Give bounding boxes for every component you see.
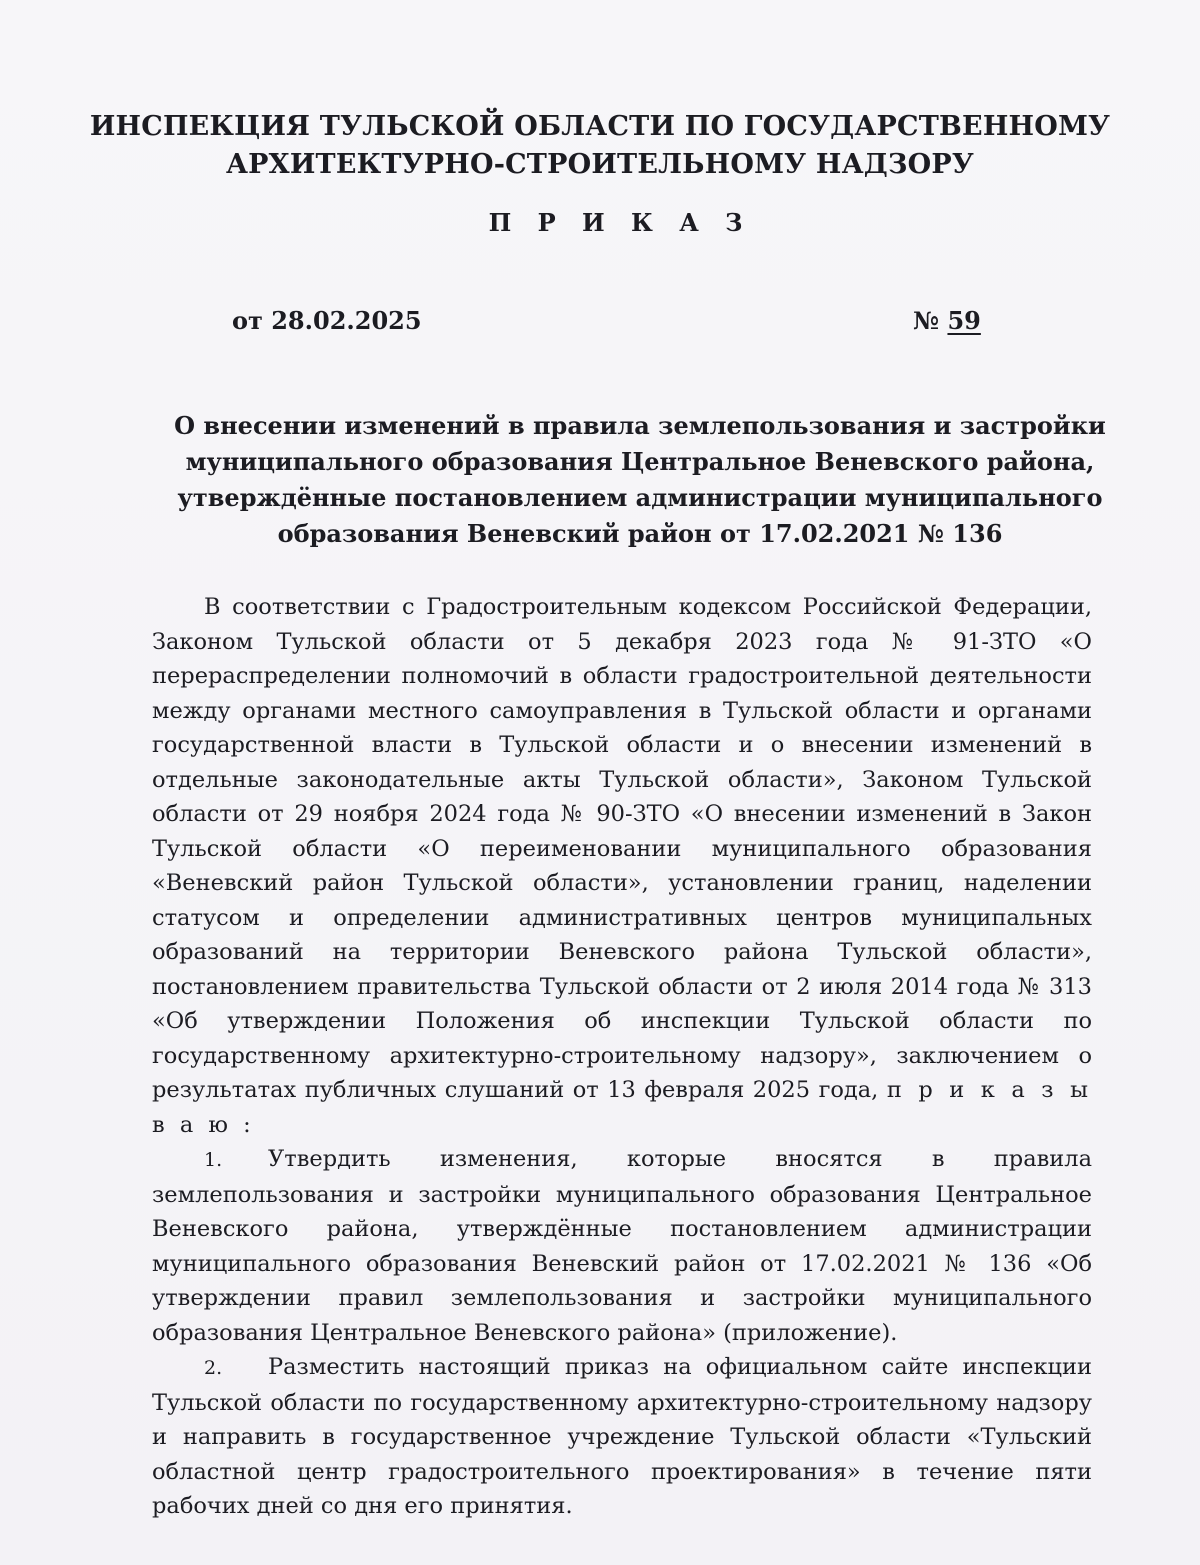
document-date: от 28.02.2025	[232, 306, 422, 335]
preamble-text: В соответствии с Градостроительным кодексом Российской Федерации, Законом Тульской области от 5 декабря 2023 года № 91-ЗТО «О перераспределении полномочий в области градостроительной деятельности между органами местного самоуправления в Тульской области и органами государственной власти в Тульской области и о внесении изменений в отдельные законодательные акты Тульской области», Законом Тульской области от 29 ноября 2024 года № 90-ЗТО «О внесении изменений в Закон Тульской области «О переименовании муниципального образования «Веневский район Тульской области», установлении границ, наделении статусом и определении административных центров муниципальных образований на территории Веневского района Тульской области», постановлением правительства Тульской области от 2 июля 2014 года № 313 «Об утверждении Положения об инспекции Тульской области по государственному архитектурно-строительному надзору», заключением о результатах публичных слушаний от 13 февраля 2025 года,	[152, 594, 1092, 1103]
organization-title-line-1: ИНСПЕКЦИЯ ТУЛЬСКОЙ ОБЛАСТИ ПО ГОСУДАРСТВЕННОМУ	[89, 111, 1111, 142]
order-item-text: Утвердить изменения, которые вносятся в правила землепользования и застройки муниципального образования Центральное Веневского района, утверждённые постановлением администрации муниципального образования Веневский район от 17.02.2021 № 136 «Об утверждении правил землепользования и застройки муниципального образования Центральное Веневского района» (приложение).	[152, 1146, 1092, 1346]
subject-line-3: утверждённые постановлением администрации муниципального	[177, 483, 1103, 512]
organization-title-line-2: АРХИТЕКТУРНО-СТРОИТЕЛЬНОМУ НАДЗОРУ	[225, 149, 974, 180]
document-body	[152, 590, 1092, 1524]
order-item-number: 1.	[204, 1149, 223, 1171]
document-number-prefix: №	[913, 306, 948, 335]
document-type: П Р И К А З	[488, 208, 752, 237]
document-subject	[150, 408, 1130, 552]
order-item-1	[152, 1142, 1092, 1350]
document-number-value: 59	[947, 306, 981, 335]
subject-line-1: О внесении изменений в правила землепользования и застройки	[174, 411, 1106, 440]
organization-title	[0, 108, 1200, 184]
order-item-text: Разместить настоящий приказ на официальном сайте инспекции Тульской области по государственному архитектурно-строительному надзору и направить в государственное учреждение Тульской области «Тульский областной центр градостроительного проектирования» в течение пяти рабочих дней со дня его принятия.	[152, 1354, 1092, 1519]
subject-line-2: муниципального образования Центральное Веневского района,	[185, 447, 1095, 476]
order-item-number: 2.	[204, 1357, 223, 1379]
preamble-paragraph	[152, 590, 1092, 1142]
order-word: п р и к а з ы в а ю :	[152, 1077, 1093, 1138]
document-number	[913, 306, 981, 335]
subject-line-4: образования Веневский район от 17.02.2021 № 136	[277, 519, 1003, 548]
order-item-2	[152, 1350, 1092, 1524]
